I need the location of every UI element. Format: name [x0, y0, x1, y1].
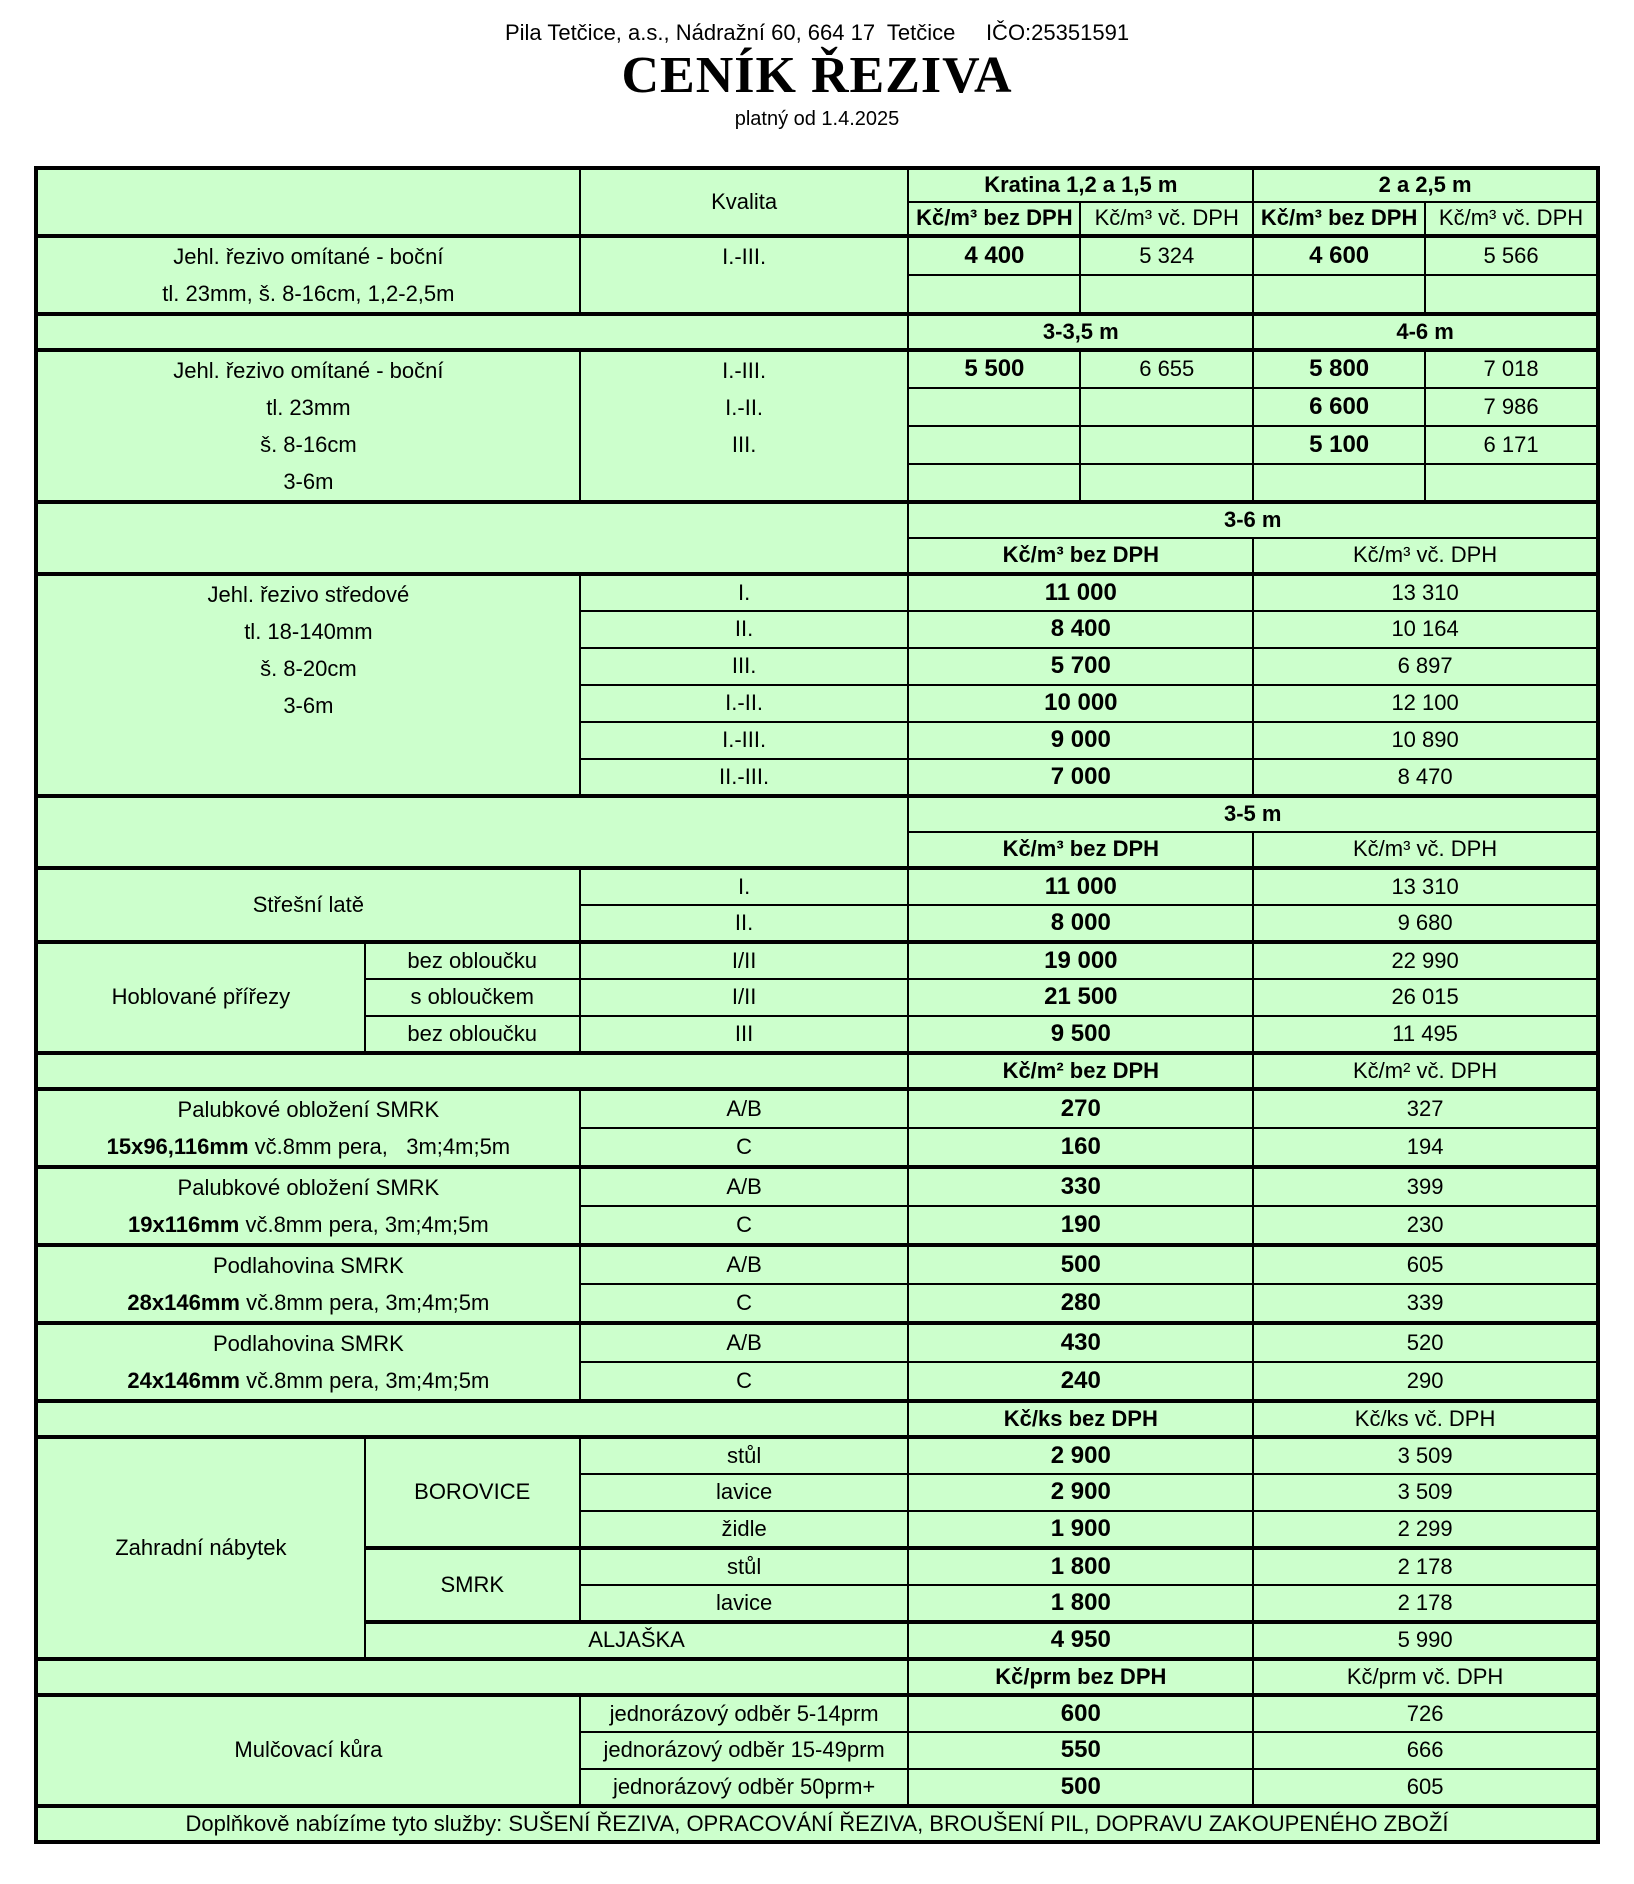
price-excl-vat	[908, 426, 1080, 464]
wood-type: SMRK	[365, 1548, 580, 1622]
product-line: 3-6m	[283, 693, 334, 718]
price-excl-vat: 330	[908, 1167, 1253, 1206]
product-name	[36, 574, 580, 796]
variant-label: bez obloučku	[365, 942, 580, 979]
empty-cell	[1253, 275, 1425, 314]
price-excl-vat: 240	[908, 1362, 1253, 1401]
empty-cell	[908, 464, 1080, 502]
wood-type: ALJAŠKA	[365, 1622, 909, 1659]
price-excl-vat: 4 400	[908, 236, 1080, 275]
price-incl-vat: 7 986	[1425, 388, 1598, 426]
variant-label: s obloučkem	[365, 979, 580, 1016]
price-incl-vat: 13 310	[1253, 868, 1598, 905]
company-info: Pila Tetčice, a.s., Nádražní 60, 664 17 Tetčice IČO:25351591	[504, 20, 1130, 45]
product-name	[36, 1245, 580, 1323]
empty-cell	[1425, 464, 1598, 502]
price-header-excl-vat: Kč/ks bez DPH	[908, 1401, 1253, 1437]
services-note: Doplňkově nabízíme tyto služby: SUŠENÍ ŘEZIVA, OPRACOVÁNÍ ŘEZIVA, BROUŠENÍ PIL, DOPRAVU ZAKOUPENÉHO ZBOŽÍ	[36, 1806, 1598, 1842]
product-name: Mulčovací kůra	[36, 1695, 580, 1806]
length-header-b: 4-6 m	[1253, 314, 1598, 350]
product-dimensions	[38, 1206, 579, 1243]
price-header-incl-vat: Kč/m³ vč. DPH	[1425, 202, 1598, 236]
valid-from: platný od 1.4.2025	[734, 108, 900, 130]
empty-cell	[1080, 275, 1253, 314]
quality-label: C	[580, 1362, 909, 1401]
price-incl-vat: 10 164	[1253, 611, 1598, 648]
price-excl-vat: 2 900	[908, 1437, 1253, 1474]
product-name	[36, 1323, 580, 1401]
price-excl-vat: 5 500	[908, 350, 1080, 388]
quality-label: A/B	[580, 1323, 909, 1362]
price-excl-vat: 430	[908, 1323, 1253, 1362]
price-header-incl-vat: Kč/prm vč. DPH	[1253, 1659, 1598, 1695]
dimension-value: 28x146mm	[127, 1290, 240, 1315]
quality-label: A/B	[580, 1167, 909, 1206]
price-incl-vat: 666	[1253, 1732, 1598, 1769]
dimension-note: vč.8mm pera, 3m;4m;5m	[239, 1212, 489, 1237]
quality-label: A/B	[580, 1089, 909, 1128]
section-spacer	[36, 314, 908, 350]
dimension-value: 15x96,116mm	[106, 1134, 249, 1159]
price-incl-vat: 11 495	[1253, 1016, 1598, 1053]
price-excl-vat: 4 950	[908, 1622, 1253, 1659]
item-label: židle	[580, 1511, 909, 1548]
empty-cell	[908, 275, 1080, 314]
quality-label: II.-III.	[580, 759, 909, 796]
price-incl-vat: 327	[1253, 1089, 1598, 1128]
product-name: Zahradní nábytek	[36, 1437, 365, 1659]
product-line: š. 8-20cm	[260, 656, 357, 681]
product-name: Hoblované přířezy	[36, 942, 365, 1053]
price-incl-vat	[1080, 426, 1253, 464]
variant-label: bez obloučku	[365, 1016, 580, 1053]
price-excl-vat: 500	[908, 1245, 1253, 1284]
item-label: lavice	[580, 1585, 909, 1622]
price-header-excl-vat: Kč/m³ bez DPH	[908, 832, 1253, 868]
price-incl-vat: 5 324	[1080, 236, 1253, 275]
dimension-value: 24x146mm	[127, 1368, 240, 1393]
price-excl-vat: 500	[908, 1769, 1253, 1806]
product-line: tl. 23mm, š. 8-16cm, 1,2-2,5m	[162, 281, 455, 306]
wood-type: BOROVICE	[365, 1437, 580, 1548]
product-line: 3-6m	[283, 469, 334, 494]
product-line: Podlahovina SMRK	[212, 1331, 404, 1356]
quality-label: III	[580, 1016, 909, 1053]
price-incl-vat: 290	[1253, 1362, 1598, 1401]
price-incl-vat: 2 178	[1253, 1585, 1598, 1622]
price-excl-vat: 4 600	[1253, 236, 1425, 275]
product-dimensions	[38, 1362, 579, 1399]
order-volume-label: jednorázový odběr 5-14prm	[580, 1695, 909, 1732]
price-incl-vat: 3 509	[1253, 1474, 1598, 1511]
quality-label: C	[580, 1206, 909, 1245]
quality-label: I/II	[580, 942, 909, 979]
price-excl-vat: 600	[908, 1695, 1253, 1732]
price-excl-vat: 270	[908, 1089, 1253, 1128]
dimension-note: vč.8mm pera, 3m;4m;5m	[239, 1290, 490, 1315]
price-header-excl-vat: Kč/m³ bez DPH	[1253, 202, 1425, 236]
length-header: 3-6 m	[908, 502, 1598, 538]
price-incl-vat: 399	[1253, 1167, 1598, 1206]
dimension-note: vč.8mm pera, 3m;4m;5m	[248, 1134, 511, 1159]
price-excl-vat: 5 100	[1253, 426, 1425, 464]
price-incl-vat: 6 897	[1253, 648, 1598, 685]
section-spacer	[36, 502, 908, 574]
quality-cell	[580, 350, 909, 502]
quality-label: I.	[580, 868, 909, 905]
dimension-value: 19x116mm	[128, 1212, 240, 1237]
price-incl-vat	[1080, 388, 1253, 426]
quality-label: I.	[580, 574, 909, 611]
product-name	[36, 350, 580, 502]
order-volume-label: jednorázový odběr 15-49prm	[580, 1732, 909, 1769]
price-excl-vat	[908, 388, 1080, 426]
price-incl-vat: 7 018	[1425, 350, 1598, 388]
price-excl-vat: 11 000	[908, 868, 1253, 905]
price-incl-vat: 520	[1253, 1323, 1598, 1362]
price-incl-vat: 22 990	[1253, 942, 1598, 979]
price-incl-vat: 10 890	[1253, 722, 1598, 759]
price-excl-vat: 9 000	[908, 722, 1253, 759]
price-excl-vat: 190	[908, 1206, 1253, 1245]
price-incl-vat: 9 680	[1253, 905, 1598, 942]
price-excl-vat: 8 400	[908, 611, 1253, 648]
product-line: Jehl. řezivo omítané - boční	[173, 358, 444, 383]
price-incl-vat: 6 171	[1425, 426, 1598, 464]
price-header-excl-vat: Kč/prm bez DPH	[908, 1659, 1253, 1695]
kvalita-header: Kvalita	[580, 168, 909, 236]
product-name	[36, 1089, 580, 1167]
quality-label: A/B	[580, 1245, 909, 1284]
quality-label: C	[580, 1284, 909, 1323]
product-line: Palubkové obložení SMRK	[177, 1097, 440, 1122]
price-header-excl-vat: Kč/m³ bez DPH	[908, 538, 1253, 574]
price-excl-vat: 280	[908, 1284, 1253, 1323]
price-incl-vat: 6 655	[1080, 350, 1253, 388]
quality-label: II.	[580, 611, 909, 648]
quality-label: III.	[580, 648, 909, 685]
price-excl-vat: 5 700	[908, 648, 1253, 685]
price-excl-vat: 1 800	[908, 1585, 1253, 1622]
quality-cell	[580, 236, 909, 314]
price-incl-vat: 2 178	[1253, 1548, 1598, 1585]
product-line: š. 8-16cm	[260, 432, 357, 457]
section-spacer	[36, 1401, 908, 1437]
price-incl-vat: 5 990	[1253, 1622, 1598, 1659]
dimension-note: vč.8mm pera, 3m;4m;5m	[239, 1368, 490, 1393]
price-incl-vat: 12 100	[1253, 685, 1598, 722]
quality-label: I.-III.	[722, 244, 767, 269]
section-spacer	[36, 796, 908, 868]
price-excl-vat: 19 000	[908, 942, 1253, 979]
product-line: Palubkové obložení SMRK	[177, 1175, 440, 1200]
price-excl-vat: 160	[908, 1128, 1253, 1167]
empty-cell	[1253, 464, 1425, 502]
price-incl-vat: 8 470	[1253, 759, 1598, 796]
price-excl-vat: 5 800	[1253, 350, 1425, 388]
item-label: lavice	[580, 1474, 909, 1511]
length-header-a: 3-3,5 m	[908, 314, 1253, 350]
price-incl-vat: 3 509	[1253, 1437, 1598, 1474]
price-incl-vat: 605	[1253, 1769, 1598, 1806]
product-line: tl. 18-140mm	[244, 619, 373, 644]
price-excl-vat: 10 000	[908, 685, 1253, 722]
product-line: tl. 23mm	[266, 395, 351, 420]
product-line: Jehl. řezivo středové	[207, 582, 410, 607]
price-table	[34, 166, 1600, 1844]
quality-label: I.-II.	[580, 685, 909, 722]
price-excl-vat: 2 900	[908, 1474, 1253, 1511]
item-label: stůl	[580, 1437, 909, 1474]
length-header: 3-5 m	[908, 796, 1598, 832]
quality-label: III.	[731, 432, 757, 457]
product-name	[36, 1167, 580, 1245]
item-label: stůl	[580, 1548, 909, 1585]
product-name: Střešní latě	[36, 868, 580, 942]
quality-label: C	[580, 1128, 909, 1167]
price-incl-vat: 26 015	[1253, 979, 1598, 1016]
price-incl-vat: 194	[1253, 1128, 1598, 1167]
price-incl-vat: 605	[1253, 1245, 1598, 1284]
product-line: Jehl. řezivo omítané - boční	[173, 244, 444, 269]
product-dimensions	[38, 1284, 579, 1321]
price-header-excl-vat: Kč/m³ bez DPH	[908, 202, 1080, 236]
price-excl-vat: 8 000	[908, 905, 1253, 942]
price-excl-vat: 6 600	[1253, 388, 1425, 426]
price-incl-vat: 230	[1253, 1206, 1598, 1245]
price-header-excl-vat: Kč/m² bez DPH	[908, 1053, 1253, 1089]
section-spacer	[36, 1659, 908, 1695]
price-excl-vat: 1 800	[908, 1548, 1253, 1585]
price-header-incl-vat: Kč/m³ vč. DPH	[1253, 538, 1598, 574]
section-spacer	[36, 1053, 908, 1089]
price-excl-vat: 11 000	[908, 574, 1253, 611]
price-incl-vat: 13 310	[1253, 574, 1598, 611]
quality-label: I/II	[580, 979, 909, 1016]
price-header-incl-vat: Kč/m³ vč. DPH	[1253, 832, 1598, 868]
price-excl-vat: 21 500	[908, 979, 1253, 1016]
length-header-b: 2 a 2,5 m	[1253, 168, 1598, 202]
quality-label: I.-II.	[725, 395, 764, 420]
price-incl-vat: 5 566	[1425, 236, 1598, 275]
page-title: CENÍK ŘEZIVA	[621, 47, 1013, 104]
product-line: Podlahovina SMRK	[212, 1253, 404, 1278]
quality-label: I.-III.	[580, 722, 909, 759]
price-excl-vat: 7 000	[908, 759, 1253, 796]
price-incl-vat: 339	[1253, 1284, 1598, 1323]
length-header-a: Kratina 1,2 a 1,5 m	[908, 168, 1253, 202]
header-blank	[36, 168, 580, 236]
empty-cell	[1080, 464, 1253, 502]
price-excl-vat: 9 500	[908, 1016, 1253, 1053]
order-volume-label: jednorázový odběr 50prm+	[580, 1769, 909, 1806]
price-excl-vat: 1 900	[908, 1511, 1253, 1548]
price-header-incl-vat: Kč/ks vč. DPH	[1253, 1401, 1598, 1437]
price-incl-vat: 726	[1253, 1695, 1598, 1732]
quality-label: II.	[580, 905, 909, 942]
product-dimensions	[38, 1128, 579, 1165]
price-incl-vat: 2 299	[1253, 1511, 1598, 1548]
product-name	[36, 236, 580, 314]
price-header-incl-vat: Kč/m² vč. DPH	[1253, 1053, 1598, 1089]
price-excl-vat: 550	[908, 1732, 1253, 1769]
empty-cell	[1425, 275, 1598, 314]
quality-label: I.-III.	[722, 358, 767, 383]
price-header-incl-vat: Kč/m³ vč. DPH	[1080, 202, 1253, 236]
